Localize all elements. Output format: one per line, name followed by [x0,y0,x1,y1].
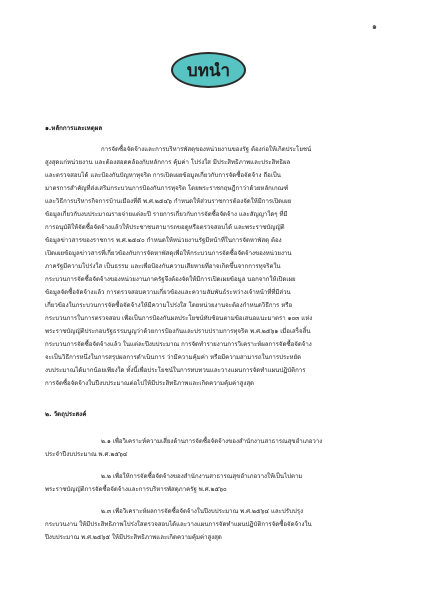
objective-line: ปีงบประมาณ พ.ศ.๒๕๖๕ ให้มีประสิทธิภาพและเกิดความคุ้มค่าสูงสุด [45,534,222,541]
body-line: ภาครัฐมีความโปร่งใส เป็นธรรม และเพื่อป้องกันความเสียหายที่อาจเกิดขึ้นจากการทุจริตใน [45,263,281,270]
section-heading-rationale: ๑.หลักการและเหตุผล [45,125,103,132]
body-line: ข้อมูลข่าวสารของราชการ พ.ศ.๒๕๔๐ กำหนดให้หน่วยงานรัฐมีหน้าที่ในการจัดหาพัสดุ ต้อง [45,237,282,244]
page-number: ๑ [371,22,377,31]
body-line: งบประมาณได้มากน้อยเพียงใด ทั้งนี้เพื่อประโยชน์ในการทบทวนและวางแผนการจัดทำแผนปฏิบัติการ [45,367,306,374]
body-line: การจัดซื้อจัดจ้างและการบริหารพัสดุของหน่วยงานของรัฐ ต้องก่อให้เกิดประโยชน์ [101,146,312,153]
objective-line: ประจำปีงบประมาณ พ.ศ.๒๕๖๔ [45,451,128,458]
body-line: กระบวนการในการตรวจสอบ เพื่อเป็นการป้องกันผลประโยชน์ทับซ้อนตามข้อเสนอแนะมาตรา ๑๐๓ แห่ง [45,315,313,322]
body-line: เกี่ยวข้องในกระบวนการจัดซื้อจัดจ้างให้มีความโปร่งใส โดยหน่วยงานจะต้องกำหนดวิธีการ หรือ [45,302,293,309]
title-banner [171,52,246,88]
section-heading-objectives: ๒. วัตถุประสงค์ [45,411,87,418]
body-line: เปิดเผยข้อมูลข่าวสารที่เกี่ยวข้องกับการจัดหาพัสดุเพื่อให้กระบวนการจัดซื้อจัดจ้างของหน่วยงาน [45,250,292,257]
page-title: บทนำ [186,60,231,81]
body-line: สูงสุดแก่หน่วยงาน และต้องสอดคล้องกับหลักการ คุ้มค่า โปร่งใส มีประสิทธิภาพและประสิทธิผล [45,159,291,166]
objective-line: ๒.๒ เพื่อให้การจัดซื้อจัดจ้างของสำนักงานสาธารณสุขอำเภอวางให้เป็นไปตาม [101,473,303,480]
body-line: การอนุมัติให้จัดซื้อจัดจ้างแล้วให้ประชาชนสามารถขอดูหรือตรวจสอบได้ และพระราชบัญญัติ [45,224,285,231]
body-line: กระบวนการจัดซื้อจัดจ้างแล้ว ในแต่ละปีงบประมาณ การจัดทำรายงานการวิเคราะห์ผลการจัดซื้อจัดจ้าง [45,341,312,348]
body-line: มาตรการสำคัญที่ส่งเสริมกระบวนการป้องกันการทุจริต โดยพระราชกฤษฎีกาว่าด้วยหลักเกณฑ์ [45,185,289,192]
body-line: ข้อมูลจัดซื้อจัดจ้างแล้ว การตรวจสอบความเกี่ยวข้องและความสัมพันธ์ระหว่างเจ้าหน้าที่ที่มีส่วน [45,289,291,296]
body-line: และวิธีการบริหารกิจการบ้านเมืองที่ดี พ.ศ.๒๕๔๖ กำหนดให้ส่วนราชการต้องจัดให้มีการเปิดเผย [45,198,292,205]
objective-line: กระบวนงาน ให้มีประสิทธิภาพโปร่งใสตรวจสอบได้และวางแผนการจัดทำแผนปฏิบัติการจัดซื้อจัดจ้างใน [45,521,312,528]
body-line: และตรวจสอบได้ และป้องกันปัญหาทุจริต การเปิดเผยข้อมูลเกี่ยวกับการจัดซื้อจัดจ้าง ถือเป็น [45,172,281,179]
body-line: พระราชบัญญัติประกอบรัฐธรรมนูญว่าด้วยการป้องกันและปราบปรามการทุจริต พ.ศ.๒๕๖๑ เมื่อเสร็จสิ้น [45,328,311,335]
body-line: จะเป็นวิธีการหนึ่งในการสรุปผลการดำเนินการ ว่ามีความคุ้มค่า หรือมีความสามารถในการประหยัด [45,354,302,361]
body-line: การจัดซื้อจัดจ้างในปีงบประมาณต่อไปให้มีประสิทธิภาพและเกิดความคุ้มค่าสูงสุด [45,380,255,387]
body-line: ข้อมูลเกี่ยวกับงบประมาณรายจ่ายแต่ละปี รายการเกี่ยวกับการจัดซื้อจัดจ้าง และสัญญาใดๆ ที่มี [45,211,288,218]
objective-line: ๒.๓ เพื่อวิเคราะห์ผลการจัดซื้อจัดจ้างในปีงบประมาณ พ.ศ.๒๕๖๔ และปรับปรุง [101,508,304,515]
body-line: กระบวนการจัดซื้อจัดจ้างของหน่วยงานภาครัฐจึงต้องจัดให้มีการเปิดเผยข้อมูล นอกจากให้เปิดเผย [45,276,296,283]
objective-line: ๒.๑ เพื่อวิเคราะห์ความเสี่ยงด้านการจัดซื้อจัดจ้างของสำนักงานสาธารณสุขอำเภอวาง [101,438,323,445]
objective-line: พระราชบัญญัติการจัดซื้อจัดจ้างและการบริหารพัสดุภาครัฐ พ.ศ.๒๕๖๐ [45,486,227,493]
